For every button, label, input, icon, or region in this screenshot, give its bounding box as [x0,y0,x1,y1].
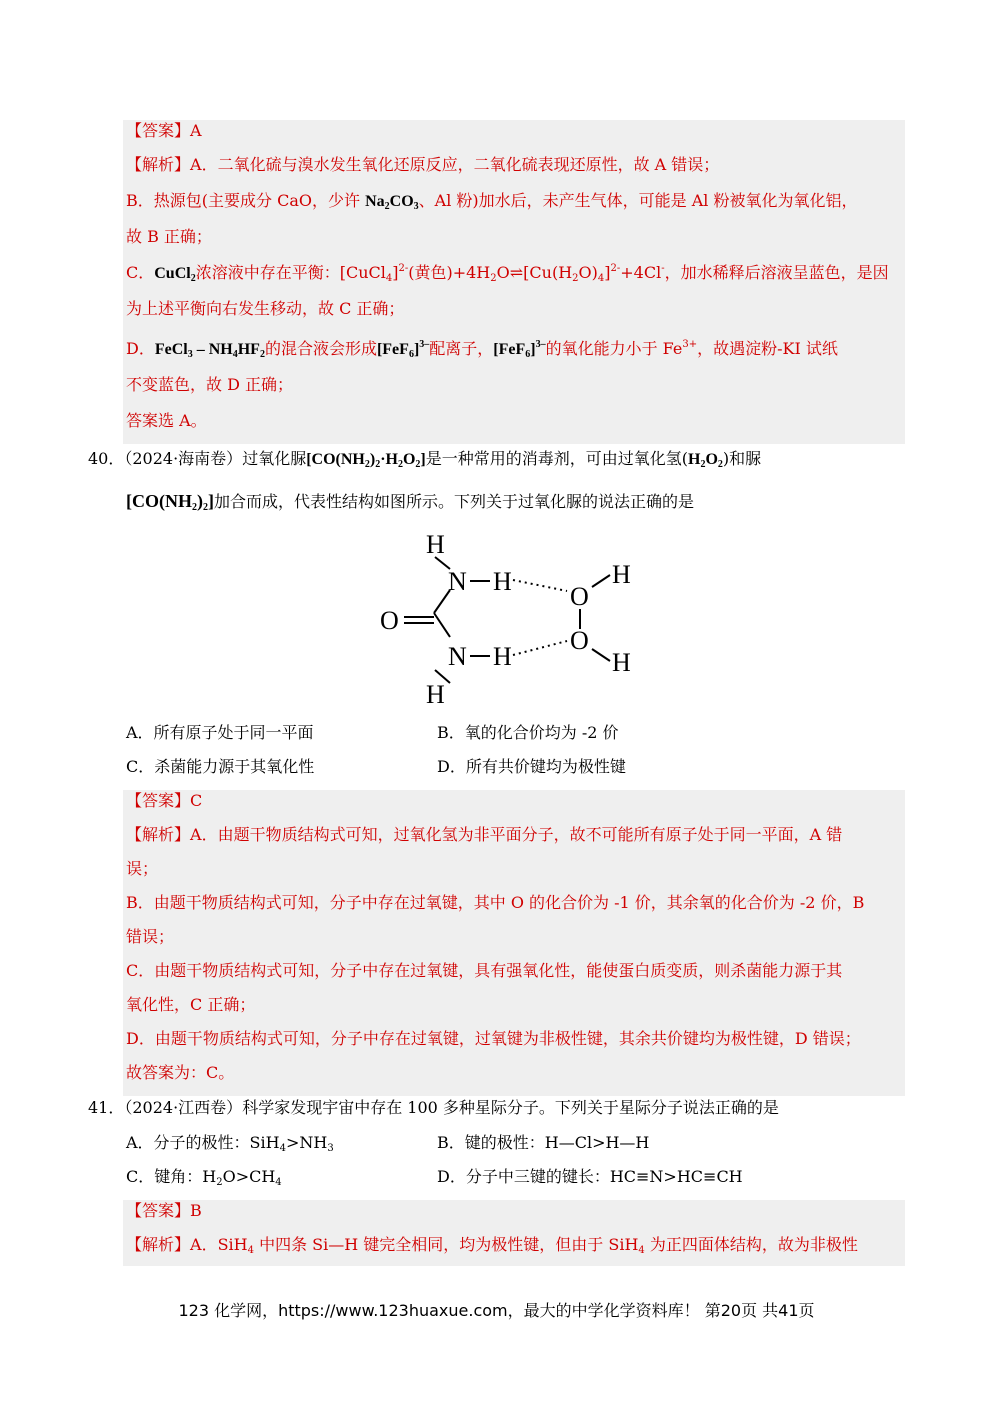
q40-analysis-b1: B．由题干物质结构式可知，分子中存在过氧键，其中 O 的化合价为 -1 价，其余氧的化合价为 -2 价，B [126,893,865,912]
q40-option-a[interactable]: A．所有原子处于同一平面 [126,723,314,742]
q39-ion-repeat: FeF [498,341,526,358]
atom-h-bottom: H [426,680,445,709]
atom-o-right-bottom: O [570,626,589,655]
q40-analysis-c2: 氧化性，C 正确； [126,995,256,1014]
page-footer: 123 化学网，https://www.123huaxue.com，最大的中学化学资料库！ 第20页 共41页 [178,1301,815,1320]
q40-conclusion: 故答案为：C。 [126,1063,235,1082]
q40-option-c[interactable]: C．杀菌能力源于其氧化性 [126,757,315,776]
atom-h-bottom-nh: H [493,642,512,671]
q40-option-d[interactable]: D．所有共价键均为极性键 [437,757,626,776]
atom-o-right-top: O [570,582,589,611]
q40-analysis-b2: 错误； [126,927,175,946]
q41-answer-block [123,1200,905,1266]
atom-h-right-bottom: H [612,648,631,677]
atom-h-top-nh: H [493,567,512,596]
q39-analysis-c2: 为上述平衡向右发生移动，故 C 正确； [126,299,405,318]
structure-diagram [370,525,650,710]
q40-stem-line2: $[CO(NH_2)_2]$加合而成，代表性结构如图所示。下列关于过氧化脲的说法正确的是 [126,491,695,513]
q40-stem-line1: 40．（2024·海南卷）过氧化脲$[CO(NH_2)_2\cdot H_2O_2]$是一种常用的消毒剂，可由过氧化氢$(H_2O_2)$和脲 [88,449,762,470]
q40-answer: 【答案】C [126,791,203,810]
q39-analysis-d1: D．FeCl$_3$ – $NH_4HF_2$的混合液会形成$[FeF_6]^{3-}$配离子，$[FeF_6]^{3-}$的氧化能力小于 $Fe^{3+}$，故遇淀粉-KI 试纸 [126,339,838,360]
q41-analysis-a: 【解析】A．SiH$_4$ 中四条 Si—H 键完全相同，均为极性键，但由于 SiH$_4$ 为正四面体结构，故为非极性 [126,1235,858,1256]
q40-analysis-a2: 误； [126,859,159,878]
q41-option-c[interactable]: C．键角：$H_2O>CH_4$ [126,1167,282,1188]
atom-n-bottom: N [448,642,467,671]
q39-conclusion: 答案选 A。 [126,411,207,430]
q39-analysis-a: 【解析】A．二氧化硫与溴水发生氧化还原反应，二氧化硫表现还原性，故 A 错误； [126,155,720,174]
atom-h-top: H [426,530,445,559]
q39-analysis-b1: B．热源包(主要成分 CaO，少许 $Na_2CO_3$、Al 粉)加水后，未产生气体，可能是 Al 粉被氧化为氧化铝， [126,191,858,212]
q41-option-b[interactable]: B．键的极性：H—Cl>H—H [437,1133,650,1152]
q41-option-d[interactable]: D．分子中三键的键长：HC≡N>HC≡CH [437,1167,743,1186]
q40-analysis-a1: 【解析】A．由题干物质结构式可知，过氧化氢为非平面分子，故不可能所有原子处于同一平面，A 错 [126,825,843,844]
q41-answer: 【答案】B [126,1201,202,1220]
q40-analysis-c1: C．由题干物质结构式可知，分子中存在过氧键，具有强氧化性，能使蛋白质变质，则杀菌能力源于其 [126,961,843,980]
q39-analysis-c1: C．CuCl$_2$浓溶液中存在平衡：[CuCl$_4$]$^{2-}$(黄色)$+4H_2O\rightleftharpoons[Cu(H_2O)_4]^{2-}+4Cl^-$，加水稀释后溶液呈蓝色，是因 [126,263,889,284]
q39-answer: 【答案】A [126,121,202,140]
q40-analysis-d1: D．由题干物质结构式可知，分子中存在过氧键，过氧键为非极性键，其余共价键均为极性键，D 错误； [126,1029,861,1048]
atom-o-carbonyl: O [380,606,399,635]
q39-analysis-d2: 不变蓝色，故 D 正确； [126,375,294,394]
q40-option-b[interactable]: B．氧的化合价均为 -2 价 [437,723,619,742]
atom-n-top: N [448,567,467,596]
q39-analysis-b2: 故 B 正确； [126,227,212,246]
atom-h-right-top: H [612,560,631,589]
q41-option-a[interactable]: A．分子的极性：$SiH_4>NH_3$ [126,1133,334,1154]
q41-stem: 41．（2024·江西卷）科学家发现宇宙中存在 100 多种星际分子。下列关于星际分子说法正确的是 [88,1098,779,1117]
